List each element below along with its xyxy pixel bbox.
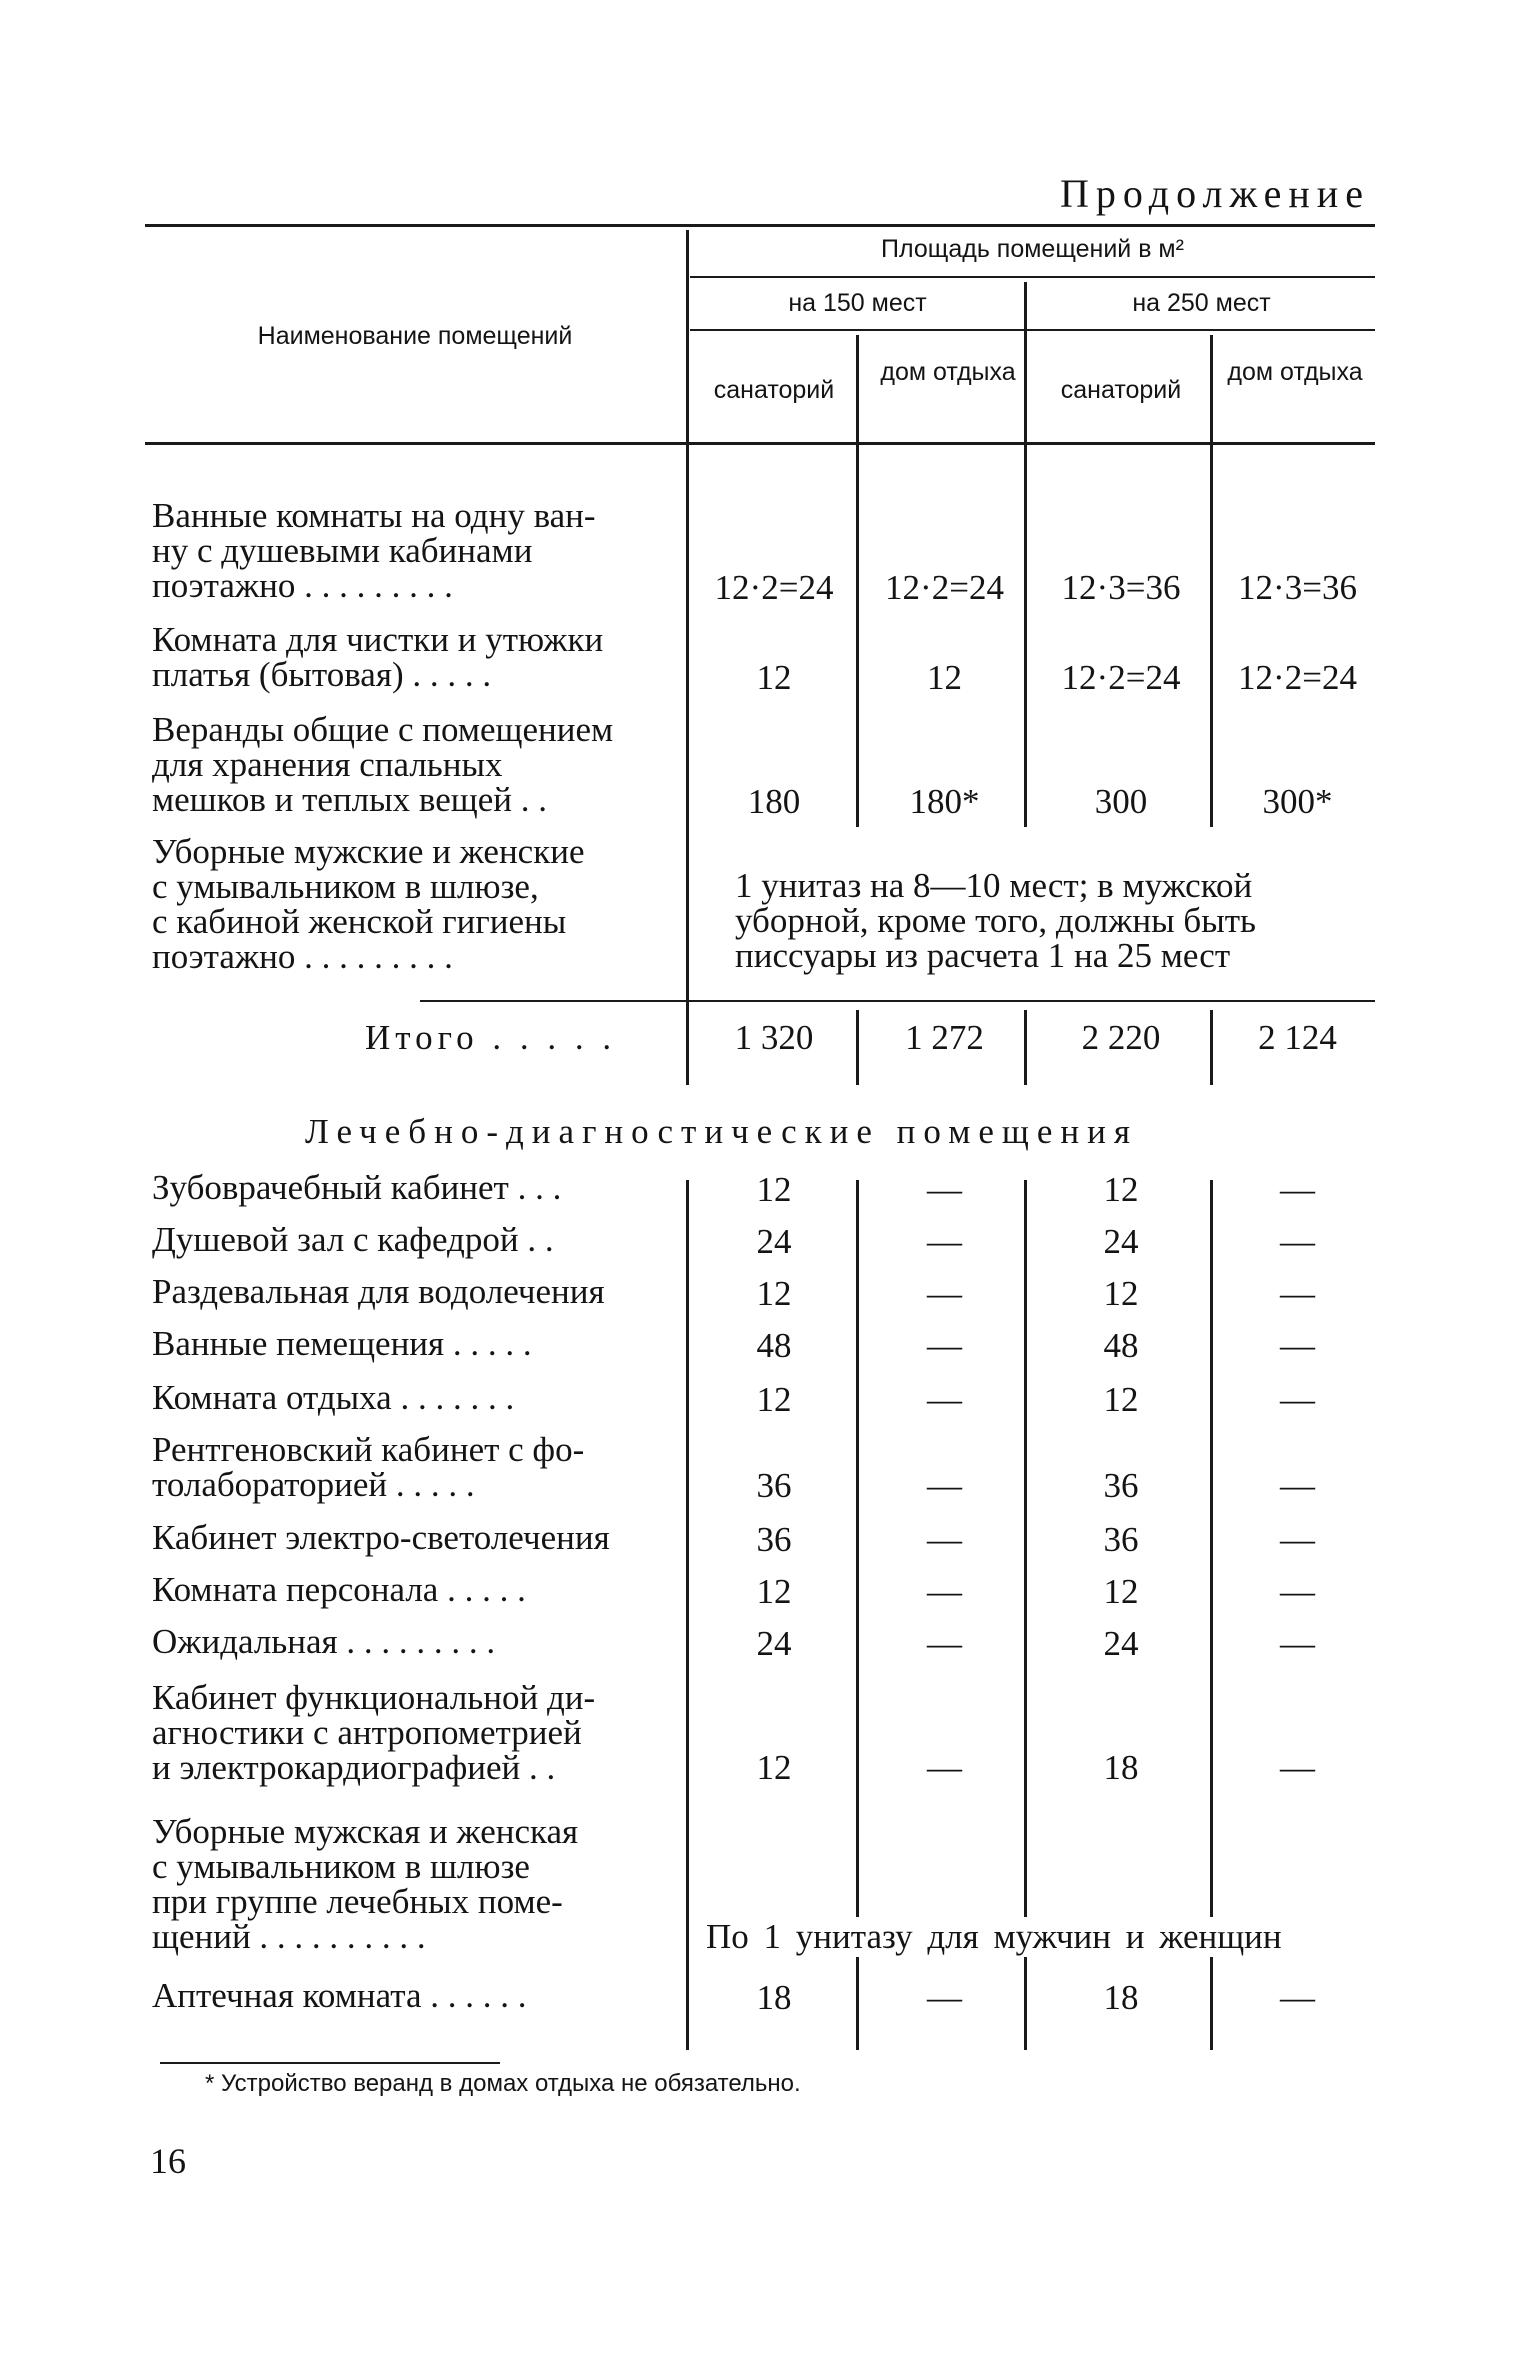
cell: — [1280, 1222, 1315, 1261]
name-line: Аптечная комната . . . . . . [152, 1976, 527, 2015]
cell: — [1280, 1748, 1315, 1787]
cell: 12 [756, 1274, 792, 1313]
continuation-label: Продолжение [1060, 171, 1370, 216]
total-cell: 1 320 [734, 1018, 814, 1057]
header-rest-house-150: дом отдыха [880, 358, 1016, 386]
column-rule-main-lower [686, 1180, 689, 2050]
row-toilets-name [152, 834, 667, 974]
cell: 300* [1262, 782, 1333, 821]
med-row-name [152, 1572, 667, 1607]
name-line: Уборные мужская и женская [152, 1812, 579, 1851]
header-150: на 150 мест [788, 289, 927, 317]
name-line: Зубоврачебный кабинет . . . [152, 1168, 562, 1207]
total-label: Итого . . . . . [365, 1018, 617, 1057]
cell: 12 [756, 1572, 792, 1611]
cell: 12 [756, 658, 792, 697]
cell: 48 [1103, 1326, 1139, 1365]
cell: 48 [756, 1326, 792, 1365]
name-line: с умывальником в шлюзе, [152, 867, 539, 906]
cell: — [927, 1326, 962, 1365]
cell: — [927, 1222, 962, 1261]
cell: — [927, 1170, 962, 1209]
span-line: писсуары из расчета 1 на 25 мест [735, 936, 1231, 975]
name-line: щений . . . . . . . . . . [152, 1917, 426, 1956]
name-line: Кабинет электро-светолечения [152, 1518, 610, 1557]
footnote: * Устройство веранд в домах отдыха не обязательно. [205, 2070, 801, 2097]
name-line: Уборные мужские и женские [152, 832, 585, 871]
cell: — [927, 1380, 962, 1419]
name-line: Кабинет функциональной ди- [152, 1678, 596, 1717]
med-row-name [152, 1170, 667, 1205]
cell: 18 [756, 1978, 792, 2017]
row-ironing-room-name [152, 622, 667, 692]
name-line: поэтажно . . . . . . . . . [152, 937, 453, 976]
cell: 24 [756, 1222, 792, 1261]
cell: — [1280, 1170, 1315, 1209]
cell: — [1280, 1466, 1315, 1505]
cell: 36 [756, 1466, 792, 1505]
cell: — [927, 1466, 962, 1505]
header-rest-house-250: дом отдыха [1227, 358, 1363, 386]
footnote-rule [160, 2062, 500, 2064]
page-number: 16 [150, 2141, 186, 2181]
header-rule-area [690, 276, 1375, 278]
cell: 24 [1103, 1624, 1139, 1663]
cell: 36 [1103, 1466, 1139, 1505]
name-line: с кабиной женской гигиены [152, 902, 567, 941]
med-row-name [152, 1380, 667, 1415]
name-line: ну с душевыми кабинами [152, 531, 533, 570]
cell: 180 [747, 782, 801, 821]
cell: 12·2=24 [1238, 658, 1357, 697]
toilets-norm [735, 868, 1360, 973]
cell: — [1280, 1520, 1315, 1559]
name-line: Раздевальная для водолечения [152, 1272, 605, 1311]
cell: 12·2=24 [714, 568, 834, 607]
med-row-name [152, 1432, 667, 1502]
name-line: Ожидальная . . . . . . . . . [152, 1622, 496, 1661]
cell: — [927, 1520, 962, 1559]
cell: — [927, 1748, 962, 1787]
span-line: 1 унитаз на 8—10 мест; в мужской [735, 866, 1253, 905]
header-name-column: Наименование помещений [257, 322, 573, 350]
row-verandas-name [152, 712, 667, 817]
cell: 12 [1103, 1572, 1139, 1611]
total-cell: 2 124 [1258, 1018, 1337, 1057]
name-line: Комната для чистки и утюжки [152, 620, 604, 659]
total-cell: 2 220 [1081, 1018, 1161, 1057]
name-line: Комната персонала . . . . . [152, 1570, 526, 1609]
name-line: Веранды общие с помещением [152, 710, 614, 749]
header-sanatorium-250: санаторий [1060, 376, 1182, 404]
med-row-name [152, 1978, 667, 2013]
table-top-rule [145, 224, 1375, 227]
cell: 300 [1094, 782, 1148, 821]
cell: — [1280, 1572, 1315, 1611]
column-rule-group [1024, 282, 1027, 827]
header-250: на 250 мест [1132, 289, 1271, 317]
med-row-name [152, 1222, 667, 1257]
cell: 12 [927, 658, 962, 697]
cell: 12·2=24 [885, 568, 1004, 607]
med-row-name [152, 1814, 667, 1954]
header-sanatorium-150: санаторий [713, 376, 835, 404]
med-row-name [152, 1520, 667, 1555]
cell: 12 [1103, 1274, 1139, 1313]
cell: 12 [1103, 1380, 1139, 1419]
name-line: толабораторией . . . . . [152, 1465, 475, 1504]
column-rule-main [686, 230, 689, 1085]
header-area: Площадь помещений в м² [881, 235, 1184, 263]
name-line: Комната отдыха . . . . . . . [152, 1378, 515, 1417]
name-line: для хранения спальных [152, 745, 503, 784]
toilets-per-group-norm: По 1 унитазу для мужчин и женщин [706, 1917, 1376, 1957]
name-line: Ванные пемещения . . . . . [152, 1324, 532, 1363]
name-line: Рентгеновский кабинет с фо- [152, 1430, 585, 1469]
cell: 180* [909, 782, 980, 821]
name-line: и электрокардиографией . . [152, 1748, 556, 1787]
med-row-name [152, 1326, 667, 1361]
total-rule [420, 1000, 1375, 1002]
med-row-name [152, 1624, 667, 1659]
name-line: платья (бытовая) . . . . . [152, 655, 492, 694]
cell: 12 [756, 1748, 792, 1787]
name-line: Ванные комнаты на одну ван- [152, 496, 596, 535]
cell: 36 [756, 1520, 792, 1559]
cell: 12 [756, 1170, 792, 1209]
name-line: при группе лечебных поме- [152, 1882, 563, 1921]
cell: 12 [1103, 1170, 1139, 1209]
cell: 12·3=36 [1061, 568, 1181, 607]
cell: 12 [756, 1380, 792, 1419]
cell: — [1280, 1326, 1315, 1365]
name-line: с умывальником в шлюзе [152, 1847, 530, 1886]
cell: — [1280, 1380, 1315, 1419]
cell: 12·2=24 [1061, 658, 1181, 697]
cell: 18 [1103, 1748, 1139, 1787]
name-line: поэтажно . . . . . . . . . [152, 566, 453, 605]
section-title: Лечебно-диагностические помещения [305, 1112, 1138, 1151]
cell: — [927, 1624, 962, 1663]
cell: — [1280, 1624, 1315, 1663]
name-line: мешков и теплых вещей . . [152, 780, 547, 819]
cell: 24 [1103, 1222, 1139, 1261]
span-line: уборной, кроме того, должны быть [735, 901, 1256, 940]
row-bath-rooms-name [152, 498, 667, 603]
name-line: агностики с антропометрией [152, 1713, 582, 1752]
cell: 24 [756, 1624, 792, 1663]
header-rule-groups [690, 329, 1375, 331]
total-cell: 1 272 [905, 1018, 984, 1057]
header-bottom-rule [145, 442, 1375, 445]
name-line: Душевой зал с кафедрой . . [152, 1220, 554, 1259]
cell: — [1280, 1978, 1315, 2017]
cell: — [927, 1572, 962, 1611]
cell: 18 [1103, 1978, 1139, 2017]
cell: — [1280, 1274, 1315, 1313]
med-row-name [152, 1680, 667, 1785]
med-row-name [152, 1274, 667, 1309]
cell: — [927, 1978, 962, 2017]
cell: 36 [1103, 1520, 1139, 1559]
cell: 12·3=36 [1238, 568, 1357, 607]
cell: — [927, 1274, 962, 1313]
